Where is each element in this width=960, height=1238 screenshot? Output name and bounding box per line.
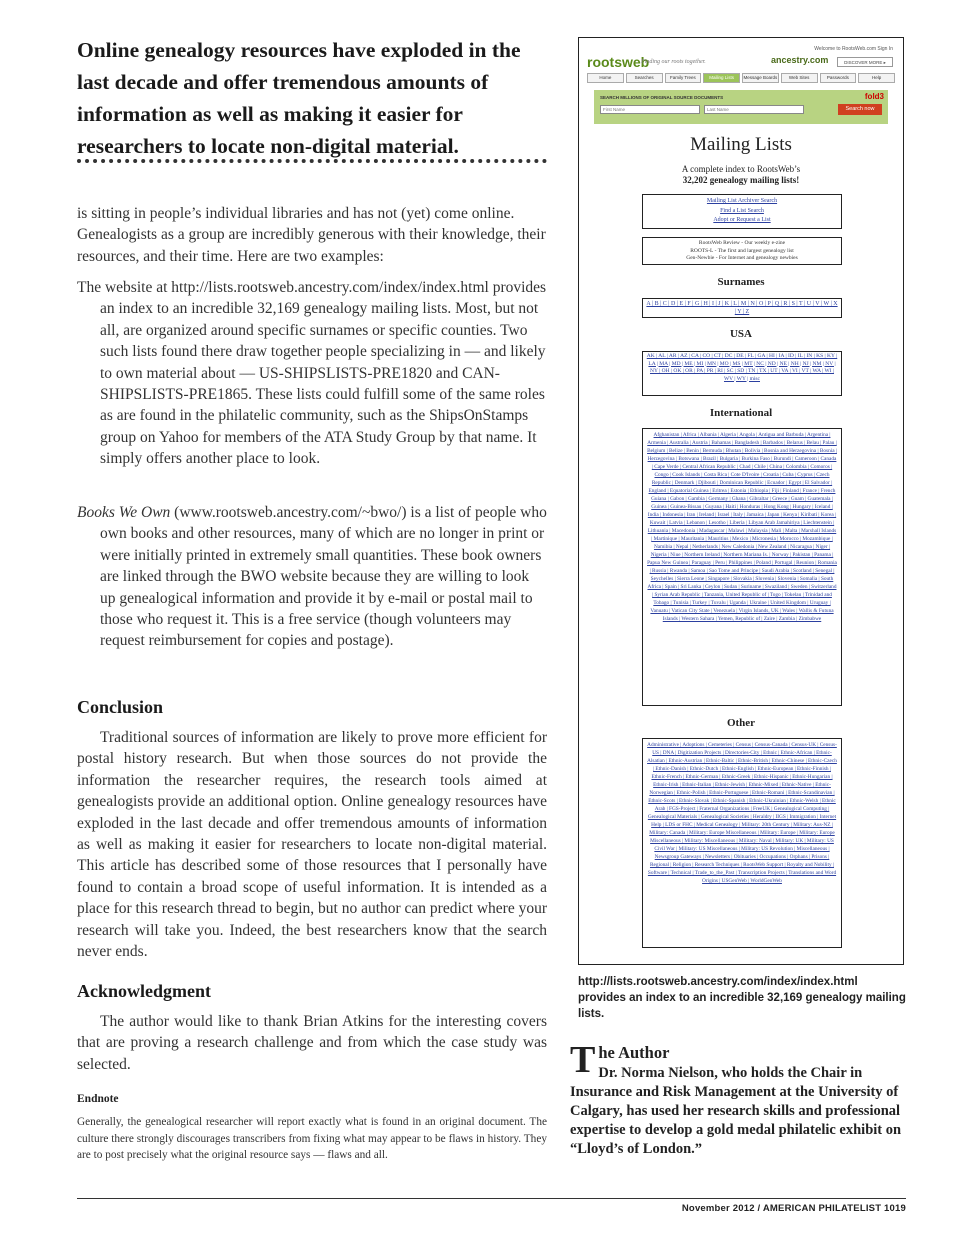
endnote-heading: Endnote	[77, 1093, 119, 1105]
search-banner	[594, 90, 888, 124]
rootsweb-logo[interactable]: rootsweb	[587, 54, 650, 70]
find-list-link[interactable]: Find a List Search	[720, 207, 764, 214]
mailing-lists-title: Mailing Lists	[690, 134, 792, 155]
rootsweb-screenshot	[578, 37, 904, 965]
search-banner-label: SEARCH MILLIONS OF ORIGINAL SOURCE DOCUMENTS	[600, 95, 724, 100]
pull-quote: Online genealogy resources have exploded in the last decade and offer tremendous amounts of information as well as making it easier for researchers to locate non-digital material.	[77, 38, 521, 158]
nav-family-trees[interactable]: Family Trees	[665, 73, 702, 83]
fold3-logo: fold3	[864, 92, 884, 101]
nav-home[interactable]: Home	[587, 73, 624, 83]
author-dropcap: T	[570, 1039, 596, 1081]
intro-paragraph: is sitting in people’s individual libraries and has not (yet) come online. Genealogists as a group are incredibly generous with their knowledge, their resources, and their time. Here are two examples:	[77, 205, 546, 265]
acknowledgment-heading: Acknowledgment	[77, 981, 211, 1001]
ancestry-logo[interactable]: ancestry.com	[771, 55, 829, 65]
rootsweb-nav	[587, 73, 895, 83]
newsletter-box	[642, 237, 842, 265]
acknowledgment-paragraph: The author would like to thank Brian Atkins for the interesting covers that are proving a research challenge and from which the case study was selected.	[77, 1013, 547, 1073]
mailing-lists-subtitle	[579, 164, 903, 186]
bwo-paragraph	[77, 502, 547, 652]
conclusion-heading: Conclusion	[77, 697, 164, 717]
rootsweb-tagline: Finding our roots together.	[641, 59, 706, 65]
nav-message-boards[interactable]: Message Boards	[742, 73, 779, 83]
subtitle-line-1: A complete index to RootsWeb’s	[681, 164, 801, 174]
website-paragraph: The website at http://lists.rootsweb.ancestry.com/index/index.html provides an index to an incredible 32,169 genealogy mailing lists. Most, but not all, are organized around specific surnames or specific counties. Two such lists found there draw together people specializing in — and likely to own material about — US-SHIPSLISTS-PRE1820 and CAN-SHIPSLISTS-PRE1865. These lists could fulfill some of the same roles as are found in the philatelic community, such as the ShipsOnStamps group on Yahoo for members of the ATA Study Group by that name. It simply offers another place to look.	[77, 279, 547, 468]
bwo-title: Books We Own	[77, 504, 171, 521]
nav-mailing-lists[interactable]: Mailing Lists	[703, 73, 740, 83]
usa-heading: USA	[729, 328, 752, 340]
last-name-input[interactable]: Last Name	[704, 105, 804, 114]
other-index[interactable]: Administrative | Adoptions | Cemeteries | Census | Census-Canada | Census-UK | Census-US | DNA | Digitization Projects | Directories-City | Ethnic | Ethnic-African | Ethnic-Alsatian | Ethnic-Austrian | Ethnic-Baltic | Ethnic-British | Ethnic-Chinese | Ethnic-Czech | Ethnic-Danish | Ethnic-Dutch | Ethnic-English | Ethnic-European | Ethnic-Finnish | Ethnic-French | Ethnic-German | Ethnic-Greek | Ethnic-Hispanic | Ethnic-Hungarian | Ethnic-Irish | Ethnic-Italian | Ethnic-Jewish | Ethnic-Mixed | Ethnic-Native | Ethnic-Norwegian | Ethnic-Polish | Ethnic-Portuguese | Ethnic-Romani | Ethnic-Scandinavian | Ethnic-Scots | Ethnic-Slovak | Ethnic-Spanish | Ethnic-Ukrainian | Ethnic-Welsh | Ethnic Arab | FGS-Project | Fraternal Organizations | FreeUK | Genealogical Computing | Genealogical Materials | Genealogical Societies | Heraldry | IIGS | Immigration | Internet Help | LDS or FHC | Medical Genealogy | Military: 20th Century | Military: Aus-NZ | Military: Canada | Military: Europe Miscellaneous | Military: Europe | Military: Europe Miscellaneous | Military: Miscellaneous | Military: Naval | Military: UK | Military: US Civil War | Military: US Miscellaneous | Military: US Revolution | Miscellaneous | Newsgroup Gateways | Newsletters | Obituaries | Occupations | Orphans | Prisons | Regional | Religion | Research Techniques | RootsWeb Support | Royalty and Nobility | Software | Technical | Trade_to_the_Past | Transcription Projects | Translations and Word Origins | USGenWeb | WorldGenWeb	[642, 738, 842, 948]
nav-help[interactable]: Help	[858, 73, 895, 83]
search-links-box	[642, 194, 842, 229]
newsletter-roots-l[interactable]: ROOTS-L - The first and largest genealogy list	[690, 247, 794, 254]
discover-more-button[interactable]: DISCOVER MORE ▸	[837, 57, 893, 67]
newsletter-gen-newbie[interactable]: Gen-Newbie - For Internet and genealogy newbies	[686, 255, 798, 261]
author-bio	[570, 1039, 906, 1159]
figure-caption: http://lists.rootsweb.ancestry.com/index/index.html provides an index to an incredible 32,169 genealogy mailing lists.	[578, 976, 906, 1020]
international-index[interactable]: Afghanistan | Africa | Albania | Algeria | Angola | Antigua and Barbuda | Argentina | Armenia | Australia | Austria | Bahamas | Bangladesh | Barbados | Belarus | Belau | Palau | Belgium | Belize | Benin | Bermuda | Bhutan | Bolivia | Bosnia and Herzegovina | Bosnia | Herzegovina | Botswana | Brazil | Bulgaria | Burkina Faso | Burundi | Cameroon | Canada | Cape Verde | Central African Republic | Chad | Chile | China | Colombia | Comoros | Congo | Cook Islands | Costa Rica | Cote D'Ivoire | Croatia | Cuba | Cyprus | Czech Republic | Denmark | Djibouti | Dominican Republic | Ecuador | Egypt | El Salvador | England | Equatorial Guinea | Eritrea | Estonia | Ethiopia | Fiji | Finland | France | French Guiana | Gabon | Gambia | Germany | Ghana | Gibraltar | Greece | Guam | Guatemala | Guinea | Guinea-Bissau | Guyana | Haiti | Honduras | Hong Kong | Hungary | Iceland | India | Indonesia | Iran | Ireland | Israel | Italy | Jamaica | Japan | Kenya | Kiribati | Korea | Kuwait | Latvia | Lebanon | Lesotho | Liberia | Libyan Arab Jamahiriya | Liechtenstein | Lithuania | Macedonia | Madagascar | Malawi | Malaysia | Mali | Malta | Marshall Islands | Martinique | Mauritania | Mauritius | Mexico | Micronesia | Morocco | Mozambique | Namibia | Nepal | Netherlands | New Caledonia | New Zealand | Nicaragua | Niger | Nigeria | Niue | Northern Ireland | Northern Mariana Is. | Norway | Pakistan | Panama | Papua New Guinea | Paraguay | Peru | Philippines | Poland | Portugal | Reunion | Romania | Russia | Rwanda | Samoa | Sao Tome and Principe | Saudi Arabia | Scotland | Senegal | Seychelles | Sierra Leone | Singapore | Slovakia | Slovenia | Slovenia | Somalia | South Africa | Spain | Sri Lanka | Ceylon | Sudan | Suriname | Swaziland | Sweden | Switzerland | Syrian Arab Republic | Tanzania, United Republic of | Togo | Tokelau | Trinidad and Tobago | Tunisia | Turkey | Tuvalu | Uganda | Ukraine | United Kingdom | Uruguay | Vanuatu | Vatican City State | Venezuela | Virgin Islands, UK | Wales | Wallis & Futuna Islands | Western Sahara | Yemen, Republic of | Zaire | Zambia | Zimbabwe	[642, 428, 842, 706]
footer-rule	[77, 1198, 906, 1199]
dotted-divider	[77, 159, 547, 165]
surnames-index[interactable]: A | B | C | D | E | F | G | H | I | J | K | L | M | N | O | P | Q | R | S | T | U | V | W | X | Y | Z	[642, 298, 842, 318]
author-heading: he Author	[598, 1043, 670, 1062]
archiver-search-link[interactable]: Mailing List Archiver Search	[706, 198, 778, 204]
conclusion-paragraph: Traditional sources of information are likely to prove more efficient for postal history research. But when those sources do not provide the information the researcher requires, the research tools aimed at genealogists provide an additional option. Online genealogy resources have exploded in the last decade and offer tremendous amounts of information as well as making it easier for researchers to locate non-digital material. This article has described some of those resources that I personally have found to contain a broad scope of useful information. It is intended as a place for this research thread to begin, but no author can predict where your research will take you. Indeed, the best researchers know that the search never ends.	[77, 729, 547, 961]
surnames-heading: Surnames	[717, 276, 765, 288]
usa-index[interactable]: AK | AL | AR | AZ | CA | CO | CT | DC | DE | FL | GA | HI | IA | ID | IL | IN | KS | KY | LA | MA | MD | ME | MI | MN | MO | MS | MT | NC | ND | NE | NH | NJ | NM | NV | NY | OH | OK | OR | PA | PR | RI | SC | SD | TN | TX | UT | VA | VI | VT | WA | WI | WV | WY | misc	[642, 351, 842, 396]
search-now-button[interactable]: Search now	[838, 104, 882, 115]
subtitle-line-2: 32,202 genealogy mailing lists!	[682, 175, 800, 185]
nav-searches[interactable]: Searches	[626, 73, 663, 83]
other-heading: Other	[726, 717, 756, 729]
bwo-text: (www.rootsweb.ancestry.com/~bwo/) is a list of people who own books and other resources, many of which are no longer in print or were initially printed in extremely small quantities. These book owners are linked through the BWO website because they are willing to look up genealogical information and provide it by e-mail or postal mail to those who request it. This is a free service (though volunteers may request reimbursement for copies and postage).	[100, 504, 547, 650]
author-bio-text: Dr. Norma Nielson, who holds the Chair in Insurance and Risk Management at the University of Calgary, has used her research skills and professional expertise to develop a gold medal philatelic exhibit on “Lloyd’s of London.”	[570, 1065, 902, 1157]
welcome-signin[interactable]: Welcome to RootsWeb.com Sign In	[814, 46, 893, 52]
nav-passwords[interactable]: Passwords	[820, 73, 857, 83]
first-name-input[interactable]: First Name	[600, 105, 700, 114]
page-footer: November 2012 / AMERICAN PHILATELIST 1019	[681, 1203, 906, 1214]
endnote-text: Generally, the genealogical researcher will report exactly what is found in an original document. The culture there strongly discourages transcribers from fixing what may appear to be flaws in history. They are to post precisely what the original resource says — flaws and all.	[77, 1116, 547, 1161]
international-heading: International	[709, 407, 773, 419]
adopt-list-link[interactable]: Adopt or Request a List	[713, 217, 771, 223]
newsletter-review[interactable]: RootsWeb Review - Our weekly e-zine	[698, 240, 786, 246]
rootsweb-header	[579, 38, 903, 134]
nav-web-sites[interactable]: Web Sites	[781, 73, 818, 83]
